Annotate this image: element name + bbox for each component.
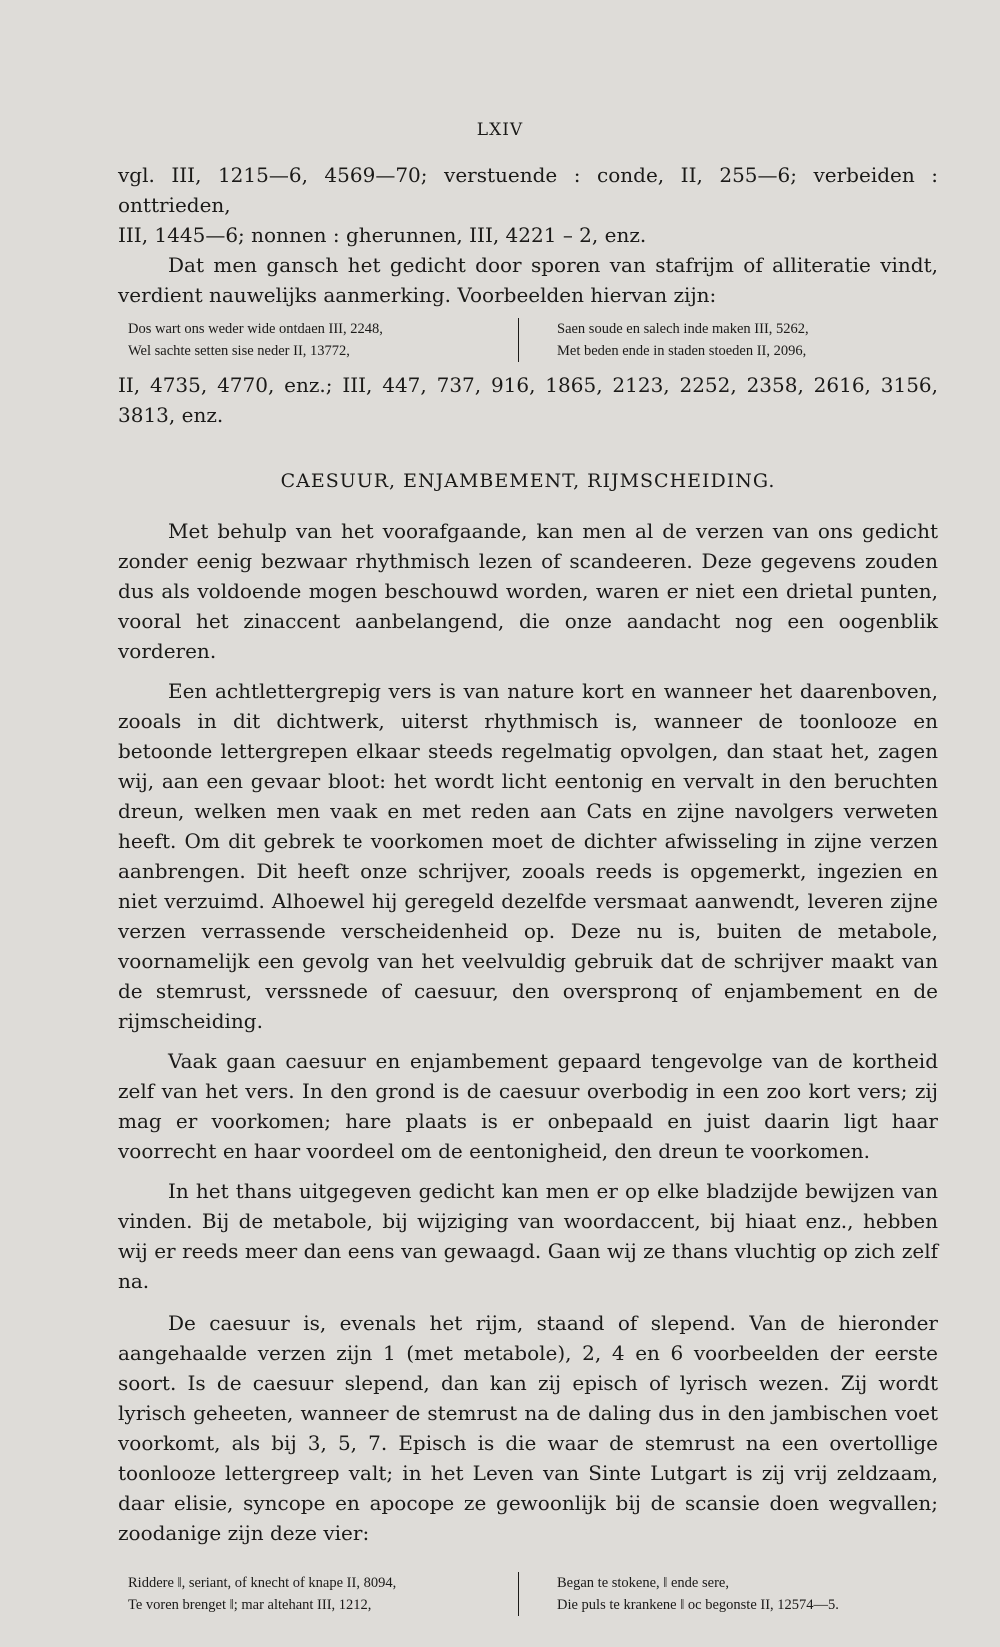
paragraph-1: Met behulp van het voorafgaande, kan men al de verzen van ons gedicht zonder eenig bezwaar rhythmisch lezen of scandeeren. Deze gegevens zouden dus als voldoende mogen beschouwd worden, waren er niet een drietal punten, vooral het zinaccent aanbelangend, die onze aandacht nog een oogenblik vorderen. bbox=[118, 519, 938, 663]
final-verses-left-column bbox=[118, 1572, 519, 1616]
alliteration-references: II, 4735, 4770, enz.; III, 447, 737, 916, 1865, 2123, 2252, 2358, 2616, 3156, 3813, enz. bbox=[118, 373, 938, 427]
caesura-verses bbox=[118, 1572, 938, 1616]
paragraph-2: Een achtlettergrepig vers is van nature kort en wanneer het daarenboven, zooals in dit dichtwerk, uiterst rhythmisch is, wanneer de toonlooze en betoonde lettergrepen elkaar steeds regelmatig opvolgen, dan staat het, zagen wij, aan een gevaar bloot: het wordt licht eentonig en vervalt in den beruchten dreun, welken men vaak en met reden aan Cats en zijne navolgers verweten heeft. Om dit gebrek te voorkomen moet de dichter afwisseling in zijne verzen aanbrengen. Dit heeft onze schrijver, zooals reeds is opgemerkt, ingezien en niet verzuimd. Alhoewel hij geregeld dezelfde versmaat aanwendt, leveren zijne verzen verrassende verscheidenheid op. Deze nu is, buiten de metabole, voornamelijk een gevolg van het veelvuldig gebruik dat de schrijver maakt van de stemrust, verssnede of caesuur, den overspronq of enjambement en de rijmscheiding. bbox=[118, 679, 938, 1033]
opening-line-2: III, 1445—6; nonnen : gherunnen, III, 4221 – 2, enz. bbox=[118, 223, 647, 247]
verses-right-column bbox=[519, 318, 809, 362]
verses-left-column bbox=[118, 318, 519, 362]
verse-line: Began te stokene, ‖ ende sere, bbox=[557, 1575, 729, 1591]
alliteration-paragraph: Dat men gansch het gedicht door sporen van stafrijm of alliteratie vindt, verdient nauwelijks aanmerking. Voorbeelden hiervan zijn: bbox=[118, 253, 938, 307]
verse-line: Dos wart ons weder wide ontdaen III, 2248, bbox=[128, 321, 383, 337]
section-heading: CAESUUR, ENJAMBEMENT, RIJMSCHEIDING. bbox=[280, 470, 776, 492]
paragraph-4: In het thans uitgegeven gedicht kan men er op elke bladzijde bewijzen van vinden. Bij de metabole, bij wijziging van woordaccent, bij hiaat enz., hebben wij er reeds meer dan eens van gewaagd. Gaan wij ze thans vluchtig op zich zelf na. bbox=[118, 1179, 938, 1293]
verse-line: Riddere ‖, seriant, of knecht of knape II, 8094, bbox=[128, 1575, 397, 1591]
opening-line-1: vgl. III, 1215—6, 4569—70; verstuende : conde, II, 255—6; verbeiden : onttrieden, bbox=[118, 163, 938, 217]
paragraph-5: De caesuur is, evenals het rijm, staand of slepend. Van de hieronder aangehaalde verzen zijn 1 (met metabole), 2, 4 en 6 voorbeelden der eerste soort. Is de caesuur slepend, dan kan zij episch of lyrisch wezen. Zij wordt lyrisch geheeten, wanneer de stemrust na de daling dus in den jambischen voet voorkomt, als bij 3, 5, 7. Episch is die waar de stemrust na een overtollige toonlooze lettergreep valt; in het Leven van Sinte Lutgart is zij vrij zeldzaam, daar elisie, syncope en apocope ze gewoonlijk bij de scansie doen wegvallen; zoodanige zijn deze vier: bbox=[118, 1311, 938, 1545]
verse-line: Saen soude en salech inde maken III, 5262, bbox=[557, 321, 809, 337]
verse-line: Te voren brenget ‖; mar altehant III, 1212, bbox=[128, 1597, 372, 1613]
verse-line: Die puls te krankene ‖ oc begonste II, 12574—5. bbox=[557, 1597, 839, 1613]
page-number: LXIV bbox=[476, 120, 524, 140]
page-content bbox=[118, 160, 938, 1616]
final-verses-right-column bbox=[519, 1572, 839, 1616]
paragraph-3: Vaak gaan caesuur en enjambement gepaard tengevolge van de kortheid zelf van het vers. In den grond is de caesuur overbodig in een zoo kort vers; zij mag er voorkomen; hare plaats is er onbepaald en juist daarin ligt haar voorrecht en haar voordeel om de eentonigheid, den dreun te voorkomen. bbox=[118, 1049, 938, 1163]
verse-line: Wel sachte setten sise neder II, 13772, bbox=[128, 343, 350, 359]
alliteration-verses bbox=[118, 318, 938, 362]
verse-line: Met beden ende in staden stoeden II, 2096, bbox=[557, 343, 807, 359]
